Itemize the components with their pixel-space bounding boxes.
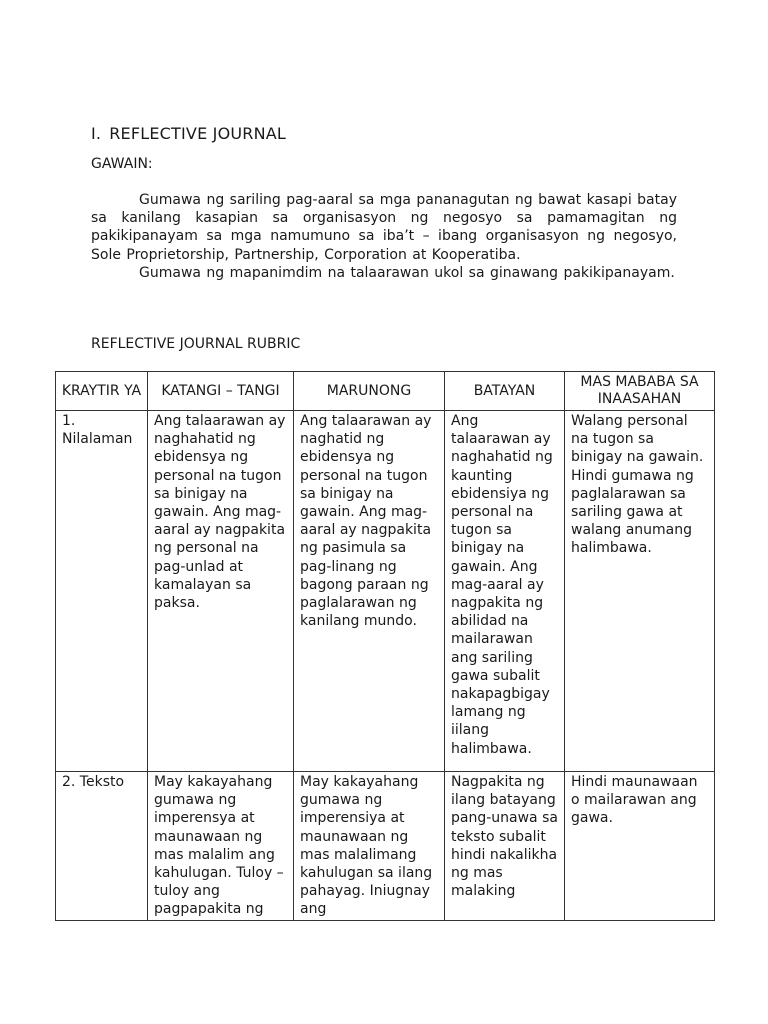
task-heading: GAWAIN: bbox=[91, 156, 153, 172]
rubric-cell: Ang talaarawan ay naghahatid ng kaunting ebidensiya ng personal na tugon sa binigay na gawain. Ang mag-aaral ay nagpakita ng abilidad na mailarawan ang sariling gawa subalit nakapagbigay lamang ng iilang halimbawa. bbox=[445, 411, 565, 772]
criterion-cell: 1. Nilalaman bbox=[56, 411, 148, 772]
criterion-cell: 2. Teksto bbox=[56, 772, 148, 921]
table-row bbox=[56, 411, 715, 772]
instruction-paragraph-2: Gumawa ng mapanimdim na talaarawan ukol sa ginawang pakikipanayam. bbox=[139, 264, 675, 281]
rubric-header-row bbox=[56, 372, 715, 411]
table-row bbox=[56, 772, 715, 921]
rubric-cell: Ang talaarawan ay naghahatid ng ebidensya ng personal na tugon sa binigay na gawain. Ang mag-aaral ay nagpakita ng personal na pag-unlad at kamalayan sa paksa. bbox=[148, 411, 294, 772]
rubric-cell: Nagpakita ng ilang batayang pang-unawa sa teksto subalit hindi nakalikha ng mas malaking bbox=[445, 772, 565, 921]
section-title-text: REFLECTIVE JOURNAL bbox=[109, 124, 287, 143]
rubric-cell: Ang talaarawan ay naghatid ng ebidensya ng personal na tugon sa binigay na gawain. Ang mag-aaral ay nagpakita ng pasimula sa pag-linang ng bagong paraan ng paglalarawan ng kanilang mundo. bbox=[294, 411, 445, 772]
instructions bbox=[91, 191, 677, 282]
section-number: I. bbox=[91, 124, 102, 143]
header-mas-mababa: MAS MABABA SA INAASAHAN bbox=[565, 372, 715, 411]
rubric-heading: REFLECTIVE JOURNAL RUBRIC bbox=[91, 336, 301, 352]
instruction-paragraph-1: Gumawa ng sariling pag-aaral sa mga pananagutan ng bawat kasapi batay sa kanilang kasapian sa organisasyon ng negosyo sa pamamagitan ng pakikipanayam sa mga namumuno sa iba’t – ibang organisasyon ng negosyo, Sole Proprietorship, Partnership, Corporation at Kooperatiba. bbox=[91, 192, 677, 263]
header-marunong: MARUNONG bbox=[294, 372, 445, 411]
header-batayan: BATAYAN bbox=[445, 372, 565, 411]
section-title bbox=[91, 124, 286, 143]
rubric-table bbox=[55, 371, 715, 921]
rubric-cell: May kakayahang gumawa ng imperensya at maunawaan ng mas malalim ang kahulugan. Tuloy –tuloy ang pagpapakita ng bbox=[148, 772, 294, 921]
header-katangi-tangi: KATANGI – TANGI bbox=[148, 372, 294, 411]
rubric-cell: May kakayahang gumawa ng imperensiya at maunawaan ng mas malalimang kahulugan sa ilang pahayag. Iniugnay ang bbox=[294, 772, 445, 921]
rubric-cell: Walang personal na tugon sa binigay na gawain. Hindi gumawa ng paglalarawan sa sariling gawa at walang anumang halimbawa. bbox=[565, 411, 715, 772]
header-kraytirya: KRAYTIR YA bbox=[56, 372, 148, 411]
rubric-cell: Hindi maunawaan o mailarawan ang gawa. bbox=[565, 772, 715, 921]
